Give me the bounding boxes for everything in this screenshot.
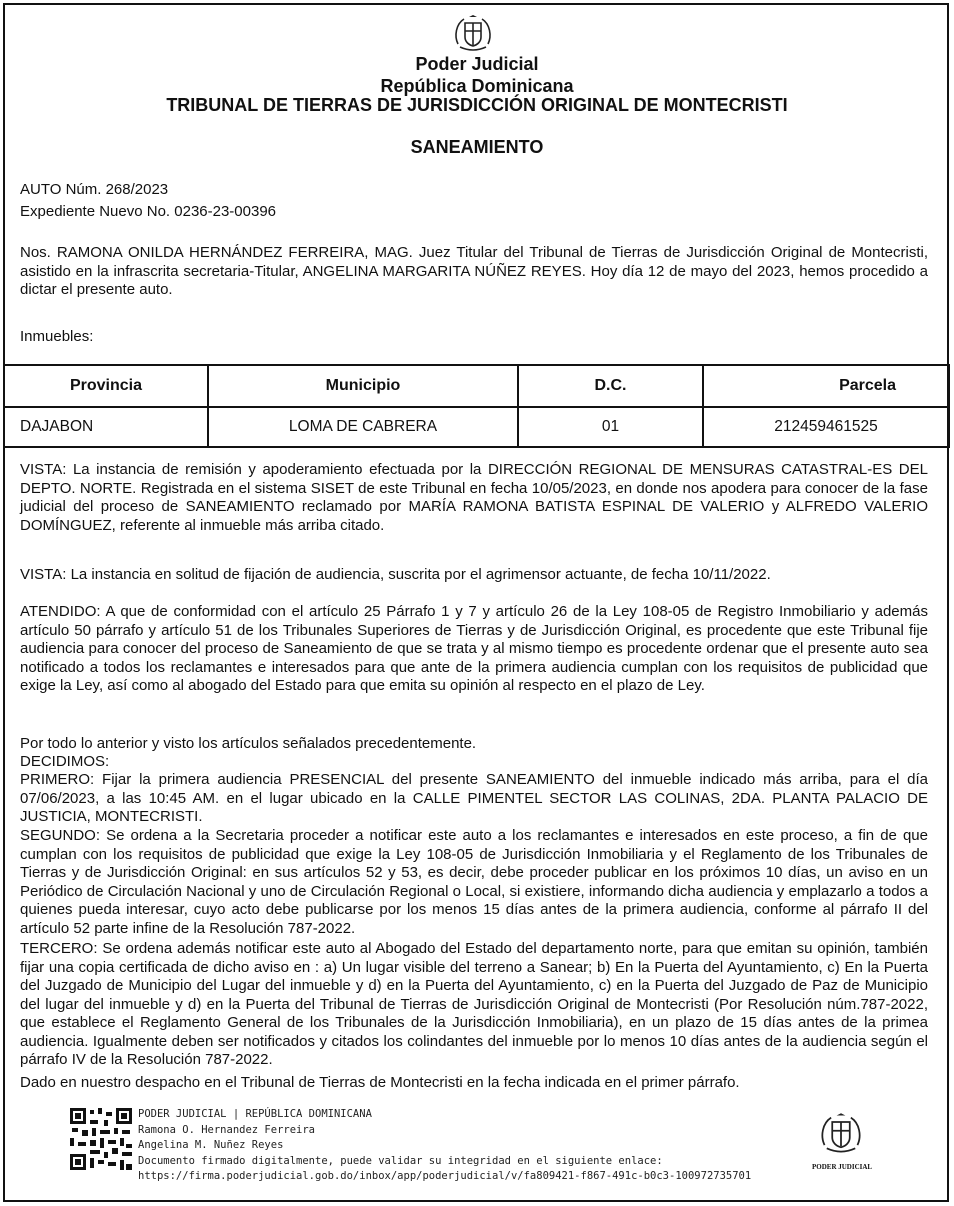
expediente-number: Expediente Nuevo No. 0236-23-00396 [20, 203, 277, 220]
table-row [4, 407, 949, 447]
property-table [3, 364, 950, 448]
signer-judge: Ramona O. Hernandez Ferreira [138, 1123, 316, 1136]
court-name: TRIBUNAL DE TIERRAS DE JURISDICCIÓN ORIGINAL DE MONTECRISTI [166, 95, 788, 115]
judicial-seal [812, 1110, 873, 1171]
dado-line: Dado en nuestro despacho en el Tribunal de Tierras de Montecristi en la fecha indicada en el primer párrafo. [20, 1074, 740, 1091]
auto-number: AUTO Núm. 268/2023 [20, 181, 169, 198]
cell-municipio: LOMA DE CABRERA [208, 407, 518, 447]
verification-link[interactable]: https://firma.poderjudicial.gob.do/inbox/app/poderjudicial/v/fa809421-f867-491c-b0c3-100972735701 [138, 1170, 752, 1183]
cell-dc: 01 [518, 407, 703, 447]
coat-of-arms-icon [452, 14, 494, 52]
vista-2-paragraph: VISTA: La instancia en solitud de fijación de audiencia, suscrita por el agrimensor actuante, de fecha 10/11/2022. [20, 566, 771, 583]
col-dc: D.C. [518, 365, 703, 407]
coat-of-arms-icon [818, 1110, 864, 1156]
header-line-2: República Dominicana [380, 76, 574, 96]
digital-signature-block [138, 1107, 751, 1185]
table-header-row [4, 365, 949, 407]
col-municipio: Municipio [208, 365, 518, 407]
decidimos-heading: DECIDIMOS: [20, 753, 110, 770]
segundo-paragraph: SEGUNDO: Se ordena a la Secretaria proceder a notificar este auto a los reclamantes e interesados en este proceso, a fin de que cumplan con los requisitos de publicidad que exige la Ley 108-05 de Jurisdicción Inmobiliaria y el Reglamento de los Tribunales de Tierras y de Jurisdicción Original: en sus artículos 52 y 53, es decir, debe proceder publicar en los próximos 10 días, un aviso en un Periódico de Circulación Nacional y uno de Circulación Regional o Local, si existiere, informando dicha audiencia y emplazarlo a todos a quienes pueda interesar, cuyo acto debe publicarse por los menos 15 días antes de la primera audiencia, conforme al párrafo II del artículo 52 parte infine de la Resolución 787-2022. [20, 827, 928, 937]
document-subject: SANEAMIENTO [410, 137, 544, 157]
cell-parcela: 212459461525 [703, 407, 949, 447]
por-todo-line: Por todo lo anterior y visto los artículos señalados precedentemente. [20, 735, 477, 752]
primero-paragraph: PRIMERO: Fijar la primera audiencia PRESENCIAL del presente SANEAMIENTO del inmueble indicado más arriba, para el día 07/06/2023, a las 10:45 AM. en el lugar ubicado en la CALLE PIMENTEL SECTOR LAS COLINAS, 2DA. PLANTA PALACIO DE JUSTICIA, MONTECRISTI. [20, 771, 928, 825]
cell-provincia: DAJABON [4, 407, 208, 447]
signer-secretary: Angelina M. Nuñez Reyes [138, 1139, 284, 1152]
atendido-paragraph: ATENDIDO: A que de conformidad con el artículo 25 Párrafo 1 y 7 y artículo 26 de la Ley 108-05 de Registro Inmobiliario y además artículo 50 párrafo y artículo 51 de los Tribunales Superiores de Tierras y de Jurisdicción Original, es procedente que este Tribunal fije audiencia para conocer del proceso de Saneamiento de que se trata y al mismo tiempo es procedente ordenar que el presente auto sea notificado a todos los reclamantes e interesados para que ante de la primera audiencia cumplan con los requisitos de publicidad que exige la Ley, así como al abogado del Estado para que emita su opinión al respecto en el plazo de Ley. [20, 603, 928, 694]
col-parcela: Parcela [703, 365, 949, 407]
vista-1-paragraph: VISTA: La instancia de remisión y apoderamiento efectuada por la DIRECCIÓN REGIONAL DE MENSURAS CATASTRAL-ES DEL DEPTO. NORTE. Registrada en el sistema SISET de este Tribunal en fecha 10/05/2023, en donde nos apodera para conocer de la fase judicial del proceso de SANEAMIENTO reclamado por MARÍA RAMONA BATISTA ESPINAL DE VALERIO y ALFREDO VALERIO DOMÍNGUEZ, referente al inmueble más arriba citado. [20, 461, 928, 534]
signature-notice: Documento firmado digitalmente, puede validar su integridad en el siguiente enlace: [138, 1154, 663, 1167]
signature-authority: PODER JUDICIAL | REPÚBLICA DOMINICANA [138, 1108, 372, 1120]
qr-code-icon [70, 1108, 132, 1170]
intro-paragraph: Nos. RAMONA ONILDA HERNÁNDEZ FERREIRA, MAG. Juez Titular del Tribunal de Tierras de Jurisdicción Original de Montecristi, asistido en la infrascrita secretaria-Titular, ANGELINA MARGARITA NÚÑEZ REYES. Hoy día 12 de mayo del 2023, hemos procedido a dictar el presente auto. [20, 244, 928, 298]
header-line-1: Poder Judicial [415, 54, 539, 74]
tercero-paragraph: TERCERO: Se ordena además notificar este auto al Abogado del Estado del departamento norte, para que emitan su opinión, también fijar una copia certificada de dicho aviso en : a) Un lugar visible del terreno a Sanear; b) En la Puerta del Ayuntamiento, c) En la Puerta del Juzgado de Municipio del Lugar del inmueble y d) en la Puerta del Ayuntamiento, c) en la Puerta del Juzgado de Paz de Municipio del lugar del inmueble y d) en la Puerta del Tribunal de Tierras de Jurisdicción Original de Montecristi (Por Resolución núm.787-2022, que establece el Reglamento General de los Tribunales de la Jurisdicción Inmobiliaria), en un plazo de 15 días antes de la primea audiencia. Igualmente deben ser notificados y citados los colindantes del inmueble por lo menos 10 días antes de la audiencia según el párrafo IV de la Resolución 787-2022. [20, 940, 928, 1068]
seal-label: PODER JUDICIAL [812, 1163, 873, 1171]
col-provincia: Provincia [4, 365, 208, 407]
inmuebles-label: Inmuebles: [20, 328, 94, 345]
